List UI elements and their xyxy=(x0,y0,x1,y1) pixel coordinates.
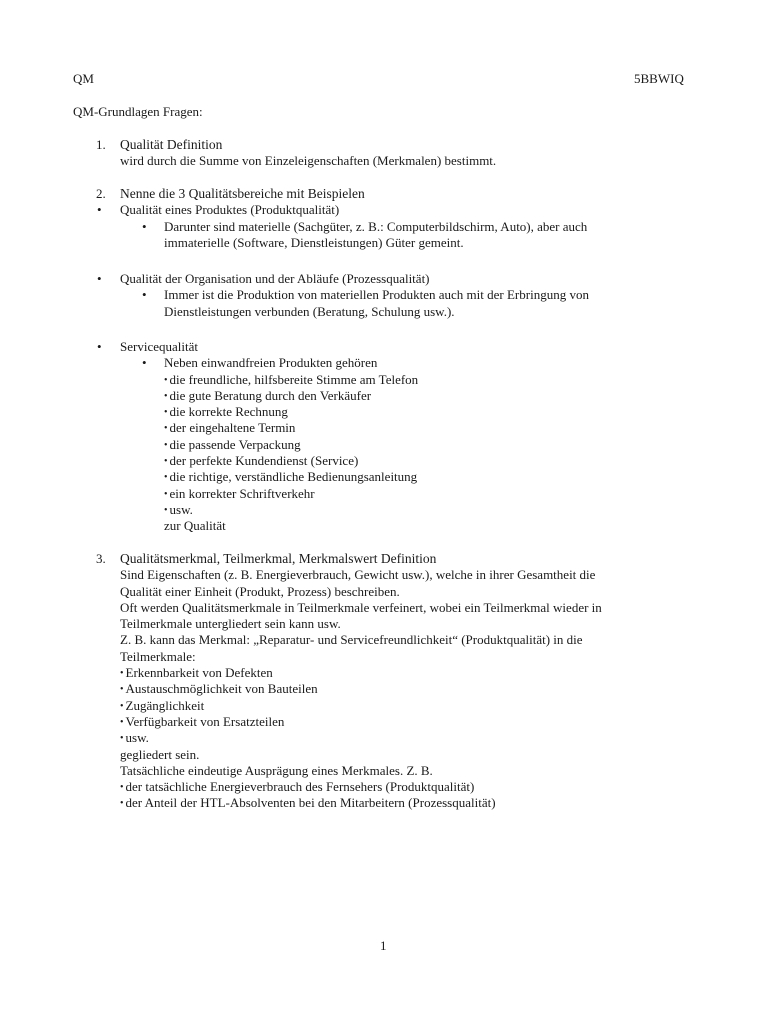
question-2-process xyxy=(0,271,768,320)
question-3-line-2: Qualität einer Einheit (Produkt, Prozess) beschreiben. xyxy=(120,583,400,599)
list-item: • die korrekte Rechnung xyxy=(164,404,288,420)
list-item: • Verfügbarkeit von Ersatzteilen xyxy=(120,713,285,729)
bullet-icon: • xyxy=(97,271,102,286)
list-item: • die richtige, verständliche Bedienungsanleitung xyxy=(164,469,418,485)
bullet-icon: • xyxy=(142,355,147,371)
bullet-icon: • xyxy=(120,716,124,728)
service-quality-end: zur Qualität xyxy=(164,518,226,534)
question-3-line-1: Sind Eigenschaften (z. B. Energieverbrauch, Gewicht usw.), welche in ihrer Gesamtheit die xyxy=(120,567,596,583)
question-2-service xyxy=(0,339,768,535)
process-quality-label: Qualität der Organisation und der Abläufe (Prozessqualität) xyxy=(120,271,430,286)
question-3-line-3: Oft werden Qualitätsmerkmale in Teilmerkmale verfeinert, wobei ein Teilmerkmal wieder in xyxy=(120,599,602,615)
bullet-icon: • xyxy=(164,407,168,419)
list-item: • die passende Verpackung xyxy=(164,436,301,452)
question-1-number: 1. xyxy=(96,137,106,152)
list-item xyxy=(0,339,768,355)
product-quality-text-2: immaterielle (Software, Dienstleistungen) Güter gemeint. xyxy=(164,234,464,250)
bullet-icon: • xyxy=(164,423,168,435)
list-item: • der perfekte Kundendienst (Service) xyxy=(164,453,359,469)
bullet-icon: • xyxy=(120,684,124,696)
list-item: • die freundliche, hilfsbereite Stimme am Telefon xyxy=(164,371,419,387)
list-item: • Zugänglichkeit xyxy=(120,697,205,713)
list-item xyxy=(0,355,768,371)
process-quality-text-1: Immer ist die Produktion von materiellen Produkten auch mit der Erbringung von xyxy=(164,287,589,303)
product-quality-label: Qualität eines Produktes (Produktqualität) xyxy=(120,202,340,218)
bullet-icon: • xyxy=(120,798,124,810)
bullet-icon: • xyxy=(164,504,168,516)
bullet-icon: • xyxy=(120,700,124,712)
list-item xyxy=(0,287,768,320)
question-3 xyxy=(0,551,768,812)
question-3-line-5: Z. B. kann das Merkmal: „Reparatur- und Servicefreundlichkeit“ (Produktqualität) in die xyxy=(120,632,583,648)
list-item xyxy=(0,202,768,218)
list-item: • usw. xyxy=(164,501,193,517)
list-item: • Erkennbarkeit von Defekten xyxy=(120,665,273,681)
service-quality-label: Servicequalität xyxy=(120,339,198,354)
list-item: • der tatsächliche Energieverbrauch des Fernsehers (Produktqualität) xyxy=(120,779,475,795)
question-3-title: Qualitätsmerkmal, Teilmerkmal, Merkmalswert Definition xyxy=(120,551,437,566)
bullet-icon: • xyxy=(142,287,147,303)
bullet-icon: • xyxy=(120,733,124,745)
question-3-line-4: Teilmerkmale untergliedert sein kann usw. xyxy=(120,616,341,632)
question-3-line-8: Tatsächliche eindeutige Ausprägung eines Merkmales. Z. B. xyxy=(120,762,433,778)
document-subtitle: QM-Grundlagen Fragen: xyxy=(73,104,203,119)
bullet-icon: • xyxy=(97,339,102,354)
bullet-icon: • xyxy=(164,456,168,468)
question-3-line-7: gegliedert sein. xyxy=(120,746,200,762)
bullet-icon: • xyxy=(164,488,168,500)
bullet-icon: • xyxy=(120,668,124,680)
list-item: • ein korrekter Schriftverkehr xyxy=(164,485,315,501)
bullet-icon: • xyxy=(120,782,124,794)
question-1-answer: wird durch die Summe von Einzeleigenschaften (Merkmalen) bestimmt. xyxy=(120,153,497,169)
header-right: 5BBWIQ xyxy=(634,71,684,86)
question-3-line-6: Teilmerkmale: xyxy=(120,648,196,664)
process-quality-text-2: Dienstleistungen verbunden (Beratung, Schulung usw.). xyxy=(164,303,455,319)
list-item: • der eingehaltene Termin xyxy=(164,420,296,436)
bullet-icon: • xyxy=(164,374,168,386)
header-left: QM xyxy=(73,71,94,86)
list-item: • der Anteil der HTL-Absolventen bei den Mitarbeitern (Prozessqualität) xyxy=(120,795,496,811)
service-quality-intro: Neben einwandfreien Produkten gehören xyxy=(164,355,378,371)
bullet-icon: • xyxy=(164,472,168,484)
bullet-icon: • xyxy=(164,439,168,451)
product-quality-text-1: Darunter sind materielle (Sachgüter, z. B.: Computerbildschirm, Auto), aber auch xyxy=(164,218,588,234)
question-1 xyxy=(0,137,768,170)
question-2-title: Nenne die 3 Qualitätsbereiche mit Beispielen xyxy=(120,186,365,201)
bullet-icon: • xyxy=(97,202,102,218)
page-number: 1 xyxy=(380,938,387,953)
list-item: • usw. xyxy=(120,730,149,746)
bullet-icon: • xyxy=(164,390,168,402)
bullet-icon: • xyxy=(142,218,147,234)
question-1-title: Qualität Definition xyxy=(120,137,223,152)
list-item xyxy=(0,219,768,252)
list-item: • Austauschmöglichkeit von Bauteilen xyxy=(120,681,318,697)
question-2 xyxy=(0,186,768,251)
list-item xyxy=(0,271,768,287)
list-item: • die gute Beratung durch den Verkäufer xyxy=(164,387,372,403)
question-3-number: 3. xyxy=(96,551,106,566)
question-2-number: 2. xyxy=(96,186,106,201)
